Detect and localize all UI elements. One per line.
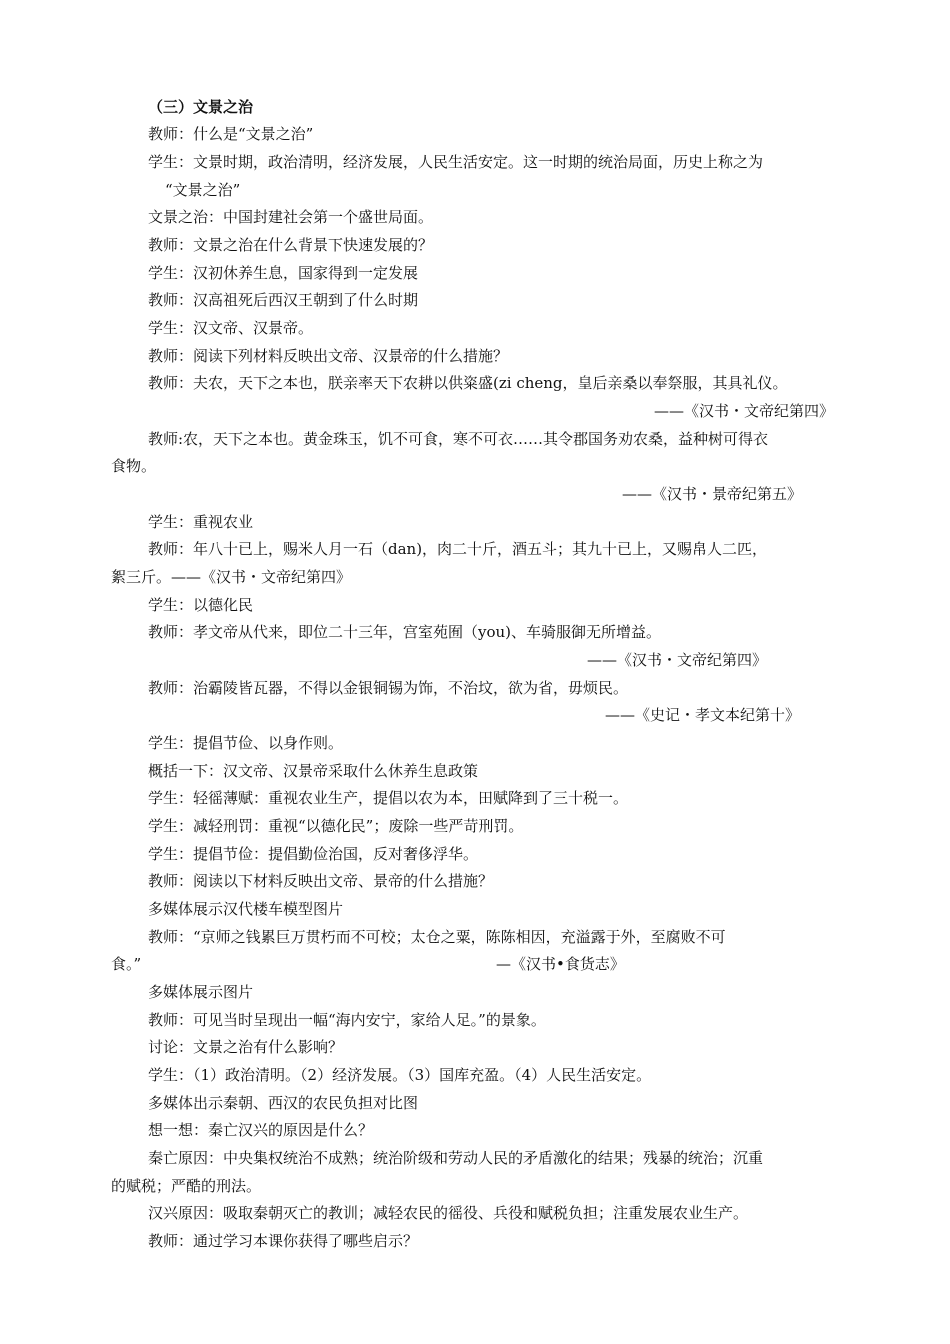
text-line: 学生：以德化民 bbox=[148, 596, 254, 614]
text-line: 秦亡原因：中央集权统治不成熟；统治阶级和劳动人民的矛盾激化的结果；残暴的统治；沉重 bbox=[148, 1149, 764, 1167]
text-line: 教师：通过学习本课你获得了哪些启示？ bbox=[148, 1232, 419, 1250]
text-line: 教师：夫农，天下之本也，朕亲率天下农耕以供粢盛(zi cheng，皇后亲桑以奉祭服，其具礼仪。 bbox=[148, 374, 788, 392]
text-line: 教师：什么是“文景之治” bbox=[148, 125, 314, 143]
citation: ——《汉书・文帝纪第四》 bbox=[653, 402, 834, 420]
text-line: 教师:农，天下之本也。黄金珠玉，饥不可食，寒不可衣……其令郡国务劝农桑，益种树可得衣 bbox=[148, 430, 769, 448]
text-line: 学生：重视农业 bbox=[148, 513, 254, 531]
text-line: 教师：治霸陵皆瓦器，不得以金银铜锡为饰，不治坟，欲为省，毋烦民。 bbox=[148, 679, 629, 697]
text-line: 教师：年八十已上，赐米人月一石（dan)，肉二十斤，酒五斗；其九十已上，又赐帛人二匹， bbox=[148, 540, 768, 558]
text-line: 学生：提倡节俭、以身作则。 bbox=[148, 734, 344, 752]
text-line: 食物。 bbox=[111, 457, 157, 475]
text-line: 的赋税；严酷的刑法。 bbox=[111, 1177, 262, 1195]
text-line: 汉兴原因：吸取秦朝灭亡的教训；减轻农民的徭役、兵役和赋税负担；注重发展农业生产。 bbox=[148, 1204, 749, 1222]
text-line: 食。” bbox=[111, 955, 142, 973]
text-line: 学生：减轻刑罚：重视“以德化民”；废除一些严苛刑罚。 bbox=[148, 817, 524, 835]
text-line: 学生：汉文帝、汉景帝。 bbox=[148, 319, 314, 337]
citation: ——《汉书・景帝纪第五》 bbox=[621, 485, 802, 503]
text-line: 多媒体展示图片 bbox=[148, 983, 254, 1001]
citation: —《汉书•食货志》 bbox=[496, 955, 625, 973]
text-line: 文景之治：中国封建社会第一个盛世局面。 bbox=[148, 208, 434, 226]
text-line: 教师：汉高祖死后西汉王朝到了什么时期 bbox=[148, 291, 419, 309]
text-line: 教师：阅读以下材料反映出文帝、景帝的什么措施？ bbox=[148, 872, 494, 890]
citation: ——《史记・孝文本纪第十》 bbox=[604, 706, 800, 724]
text-line: 学生：汉初休养生息，国家得到一定发展 bbox=[148, 264, 419, 282]
text-line: 教师：阅读下列材料反映出文帝、汉景帝的什么措施？ bbox=[148, 347, 509, 365]
text-line: 教师：文景之治在什么背景下快速发展的？ bbox=[148, 236, 434, 254]
text-line: 学生：轻徭薄赋：重视农业生产，提倡以农为本，田赋降到了三十税一。 bbox=[148, 789, 629, 807]
text-line: 学生：文景时期，政治清明，经济发展，人民生活安定。这一时期的统治局面，历史上称之为 bbox=[148, 153, 764, 171]
text-line: 学生：提倡节俭：提倡勤俭治国，反对奢侈浮华。 bbox=[148, 845, 479, 863]
section-heading: （三）文景之治 bbox=[148, 98, 254, 116]
text-line: 多媒体展示汉代楼车模型图片 bbox=[148, 900, 344, 918]
text-line: 絮三斤。——《汉书・文帝纪第四》 bbox=[111, 568, 352, 586]
citation: ——《汉书・文帝纪第四》 bbox=[586, 651, 767, 669]
text-line: “文景之治” bbox=[165, 181, 241, 199]
text-line: 教师：可见当时呈现出一幅“海内安宁，家给人足。”的景象。 bbox=[148, 1011, 546, 1029]
text-line: 多媒体出示秦朝、西汉的农民负担对比图 bbox=[148, 1094, 419, 1112]
text-line: 教师：“京师之钱累巨万贯朽而不可校；太仓之粟，陈陈相因，充溢露于外，至腐败不可 bbox=[148, 928, 726, 946]
text-line: 概括一下：汉文帝、汉景帝采取什么休养生息政策 bbox=[148, 762, 479, 780]
text-line: 教师：孝文帝从代来，即位二十三年，宫室苑囿（you)、车骑服御无所增益。 bbox=[148, 623, 662, 641]
text-line: 学生：（1）政治清明。（2）经济发展。（3）国库充盈。（4）人民生活安定。 bbox=[148, 1066, 652, 1084]
text-line: 讨论：文景之治有什么影响？ bbox=[148, 1038, 344, 1056]
text-line: 想一想：秦亡汉兴的原因是什么？ bbox=[148, 1121, 374, 1139]
